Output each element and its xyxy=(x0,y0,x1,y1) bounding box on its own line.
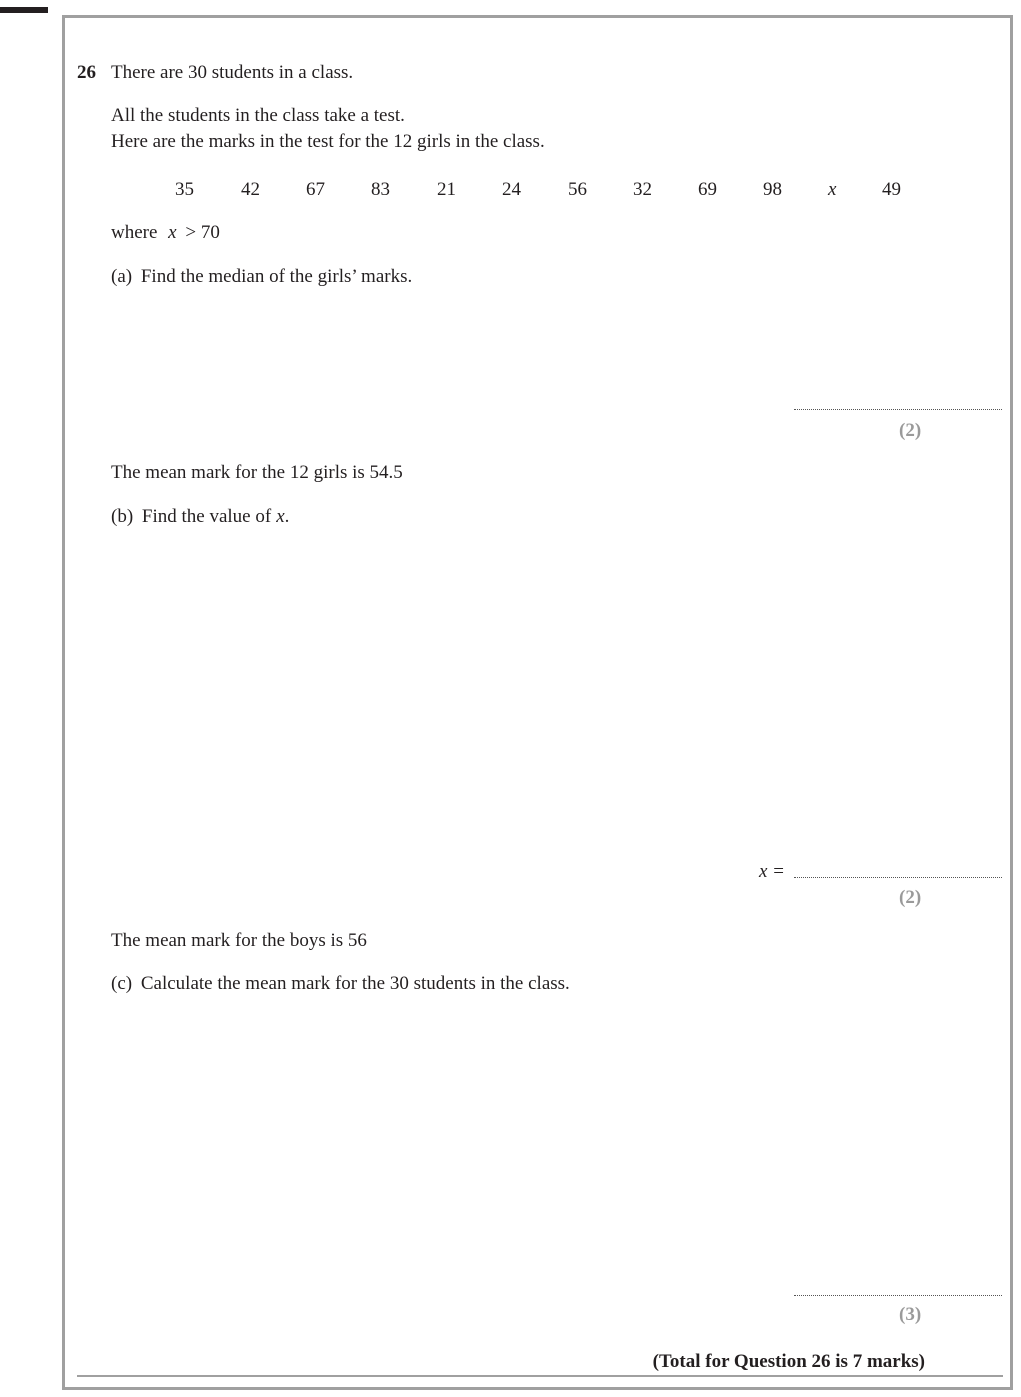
part-b-answer-var: x xyxy=(759,861,768,882)
boys-mean-info: The mean mark for the boys is 56 xyxy=(111,930,367,951)
girl-mark: 42 xyxy=(241,179,260,200)
question-number: 26 xyxy=(77,62,96,83)
part-c-text: Calculate the mean mark for the 30 students in the class. xyxy=(140,973,570,994)
part-c-answer-line[interactable] xyxy=(794,1295,1002,1296)
girl-mark: 98 xyxy=(763,179,782,200)
girl-mark: 83 xyxy=(371,179,390,200)
part-b-answer-eq: = xyxy=(773,861,784,882)
part-b-text: Find the value of xyxy=(141,506,272,527)
part-b-period: . xyxy=(284,506,290,527)
part-c-label: (c) xyxy=(111,973,133,994)
girl-mark-unknown: x xyxy=(828,179,837,200)
part-a-label: (a) xyxy=(111,266,133,287)
part-b-variable: x xyxy=(276,506,285,527)
girl-mark: 49 xyxy=(882,179,901,200)
part-a-text: Find the median of the girls’ marks. xyxy=(140,266,413,287)
girl-mark: 32 xyxy=(633,179,652,200)
question-intro: There are 30 students in a class. xyxy=(111,62,354,83)
question-line-1: All the students in the class take a test. xyxy=(111,105,405,126)
part-b-label: (b) xyxy=(111,506,134,527)
part-c-prompt xyxy=(111,973,570,995)
part-b-marks: (2) xyxy=(899,887,922,908)
part-a-prompt xyxy=(111,266,412,288)
condition-variable: x xyxy=(168,222,177,243)
part-a-answer-line[interactable] xyxy=(794,409,1002,410)
part-a-marks: (2) xyxy=(899,420,922,441)
page-edge-marker xyxy=(0,7,48,13)
part-c-marks: (3) xyxy=(899,1304,922,1325)
girls-mean-info: The mean mark for the 12 girls is 54.5 xyxy=(111,462,403,483)
total-divider xyxy=(77,1375,1003,1377)
part-b-answer-line[interactable] xyxy=(794,877,1002,878)
girl-mark: 21 xyxy=(437,179,456,200)
girl-mark: 35 xyxy=(175,179,194,200)
girl-mark: 56 xyxy=(568,179,587,200)
condition-inequality: > 70 xyxy=(185,222,220,243)
condition xyxy=(111,222,220,244)
girl-mark: 69 xyxy=(698,179,717,200)
question-total: (Total for Question 26 is 7 marks) xyxy=(652,1351,925,1372)
girl-mark: 24 xyxy=(502,179,521,200)
condition-prefix: where xyxy=(111,222,158,243)
part-b-prompt xyxy=(111,506,289,528)
part-b-answer-prefix xyxy=(759,861,784,883)
girl-mark: 67 xyxy=(306,179,325,200)
question-line-2: Here are the marks in the test for the 12 girls in the class. xyxy=(111,131,545,152)
